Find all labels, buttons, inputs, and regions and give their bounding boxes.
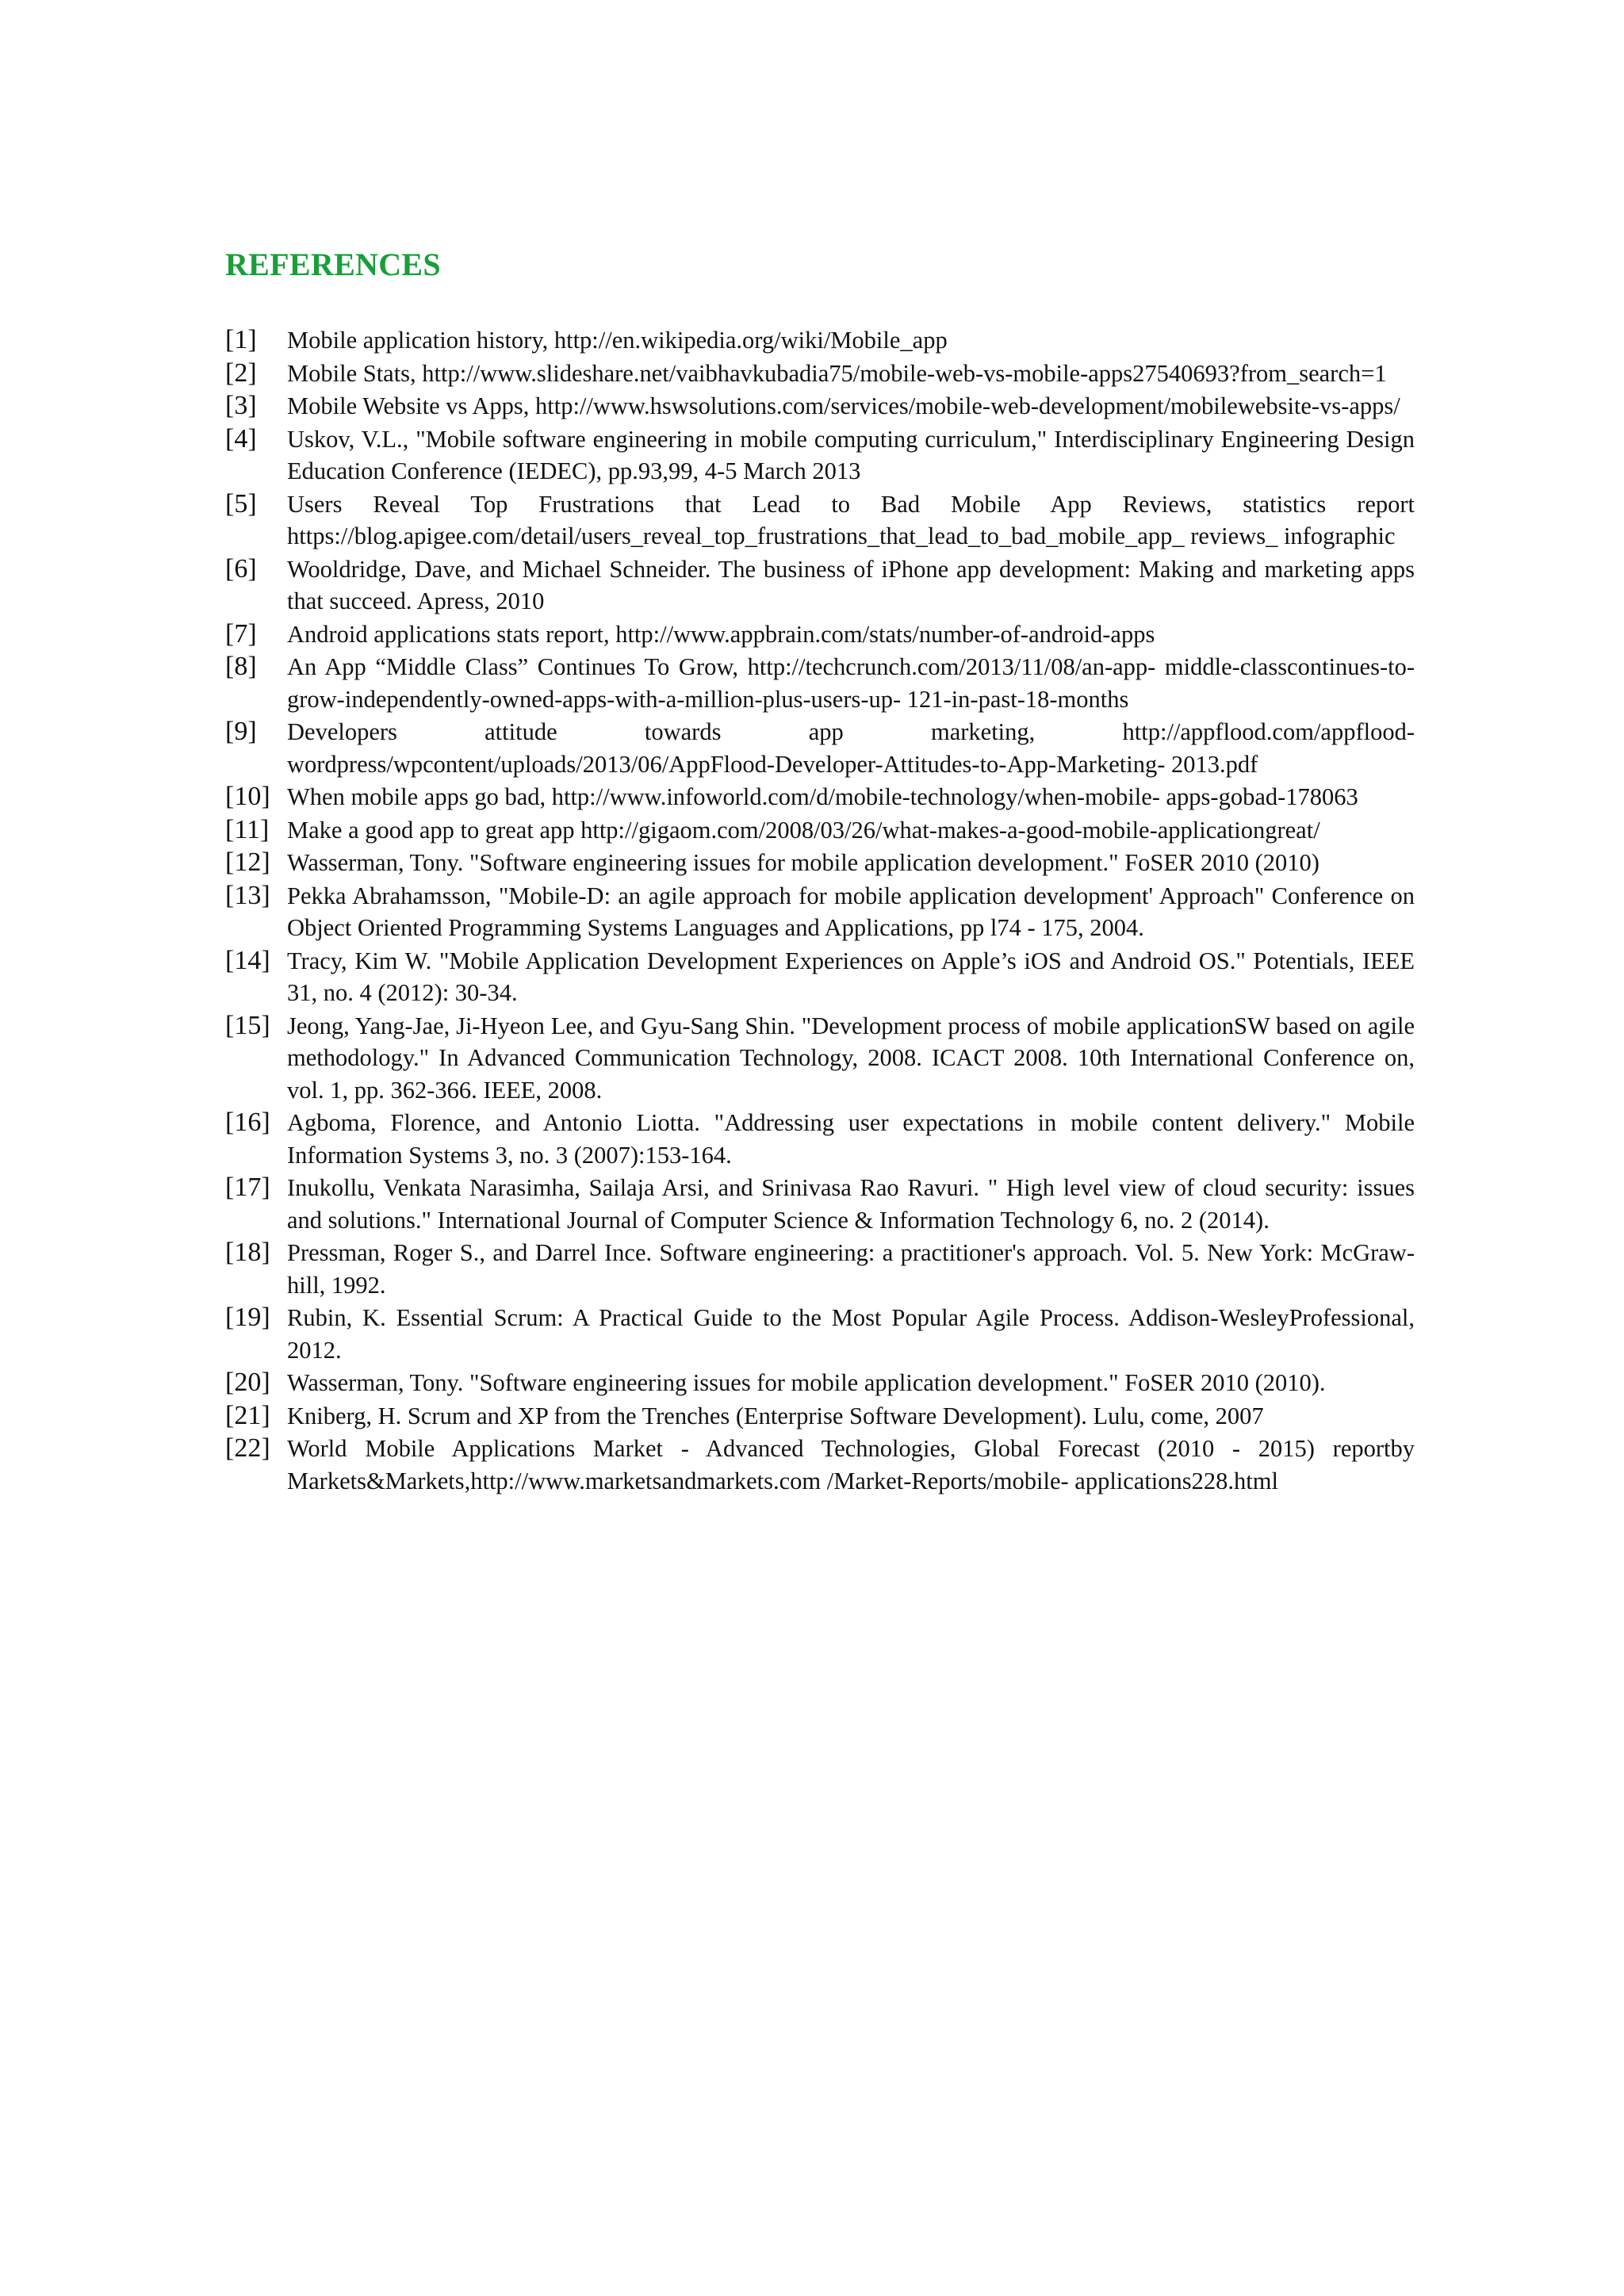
reference-item: [225, 781, 1415, 813]
reference-item: [225, 814, 1415, 847]
reference-item: [225, 488, 1415, 553]
document-page: [225, 246, 1415, 1498]
reference-number: [9]: [225, 717, 257, 746]
reference-text: Mobile Website vs Apps, http://www.hswsolutions.com/services/mobile-web-development/mobilewebsite-vs-apps/: [287, 392, 1400, 419]
reference-number: [17]: [225, 1173, 270, 1202]
reference-item: [225, 847, 1415, 879]
reference-text: When mobile apps go bad, http://www.infoworld.com/d/mobile-technology/when-mobile- apps-gobad-178063: [287, 783, 1358, 810]
reference-text: Wasserman, Tony. "Software engineering issues for mobile application development." FoSER 2010 (2010).: [287, 1369, 1326, 1396]
reference-text: Kniberg, H. Scrum and XP from the Trenches (Enterprise Software Development). Lulu, come, 2007: [287, 1402, 1264, 1429]
reference-item: [225, 1107, 1415, 1171]
reference-text: Tracy, Kim W. "Mobile Application Development Experiences on Apple’s iOS and Android OS." Potentials, IEEE 31, no. 4 (2012): 30-34.: [287, 947, 1415, 1006]
reference-number: [22]: [225, 1433, 270, 1463]
reference-item: [225, 651, 1415, 715]
reference-item: [225, 423, 1415, 488]
reference-number: [20]: [225, 1368, 270, 1397]
reference-number: [7]: [225, 618, 257, 649]
reference-text: Pressman, Roger S., and Darrel Ince. Software engineering: a practitioner's approach. Vol. 5. New York: McGraw-hill, 1992.: [287, 1239, 1415, 1299]
reference-number: [14]: [225, 945, 270, 975]
reference-item: [225, 1367, 1415, 1399]
reference-text: Mobile application history, http://en.wikipedia.org/wiki/Mobile_app: [287, 327, 948, 354]
reference-text: Users Reveal Top Frustrations that Lead to Bad Mobile App Reviews, statistics report https://blog.apigee.com/detail/users_reveal_top_frustrations_that_lead_to_bad_mobile_app_ reviews_ infographic: [287, 490, 1415, 549]
references-heading: REFERENCES: [225, 247, 441, 282]
reference-number: [15]: [225, 1010, 270, 1040]
reference-text: Agboma, Florence, and Antonio Liotta. "Addressing user expectations in mobile content delivery." Mobile Information Systems 3, no. 3 (2007):153-164.: [287, 1109, 1415, 1169]
reference-item: [225, 553, 1415, 618]
reference-number: [8]: [225, 652, 257, 681]
reference-item: [225, 945, 1415, 1009]
reference-item: [225, 1302, 1415, 1366]
reference-item: [225, 1172, 1415, 1236]
reference-number: [19]: [225, 1303, 270, 1332]
reference-text: Inukollu, Venkata Narasimha, Sailaja Arsi, and Srinivasa Rao Ravuri. " High level view of cloud security: issues and solutions." International Journal of Computer Science & Information Technology 6, no. 2 (2014).: [287, 1174, 1415, 1234]
reference-item: [225, 324, 1415, 357]
reference-text: Wooldridge, Dave, and Michael Schneider. The business of iPhone app development: Making and marketing apps that succeed. Apress, 2010: [287, 555, 1415, 614]
reference-item: [225, 880, 1415, 944]
reference-text: Mobile Stats, http://www.slideshare.net/vaibhavkubadia75/mobile-web-vs-mobile-apps27540693?from_search=1: [287, 359, 1387, 387]
reference-number: [2]: [225, 358, 257, 388]
reference-item: [225, 390, 1415, 423]
reference-text: Make a good app to great app http://gigaom.com/2008/03/26/what-makes-a-good-mobile-applicationgreat/: [287, 816, 1320, 844]
reference-number: [11]: [225, 814, 270, 844]
reference-item: [225, 716, 1415, 780]
reference-item: [225, 1433, 1415, 1497]
reference-text: Uskov, V.L., "Mobile software engineering in mobile computing curriculum," Interdisciplinary Engineering Design Education Conference (IEDEC), pp.93,99, 4-5 March 2013: [287, 425, 1415, 484]
reference-item: [225, 1010, 1415, 1107]
reference-item: [225, 358, 1415, 390]
reference-number: [10]: [225, 782, 270, 811]
reference-text: Wasserman, Tony. "Software engineering issues for mobile application development." FoSER 2010 (2010): [287, 849, 1320, 876]
reference-number: [21]: [225, 1400, 270, 1430]
reference-number: [1]: [225, 325, 257, 354]
reference-number: [16]: [225, 1108, 270, 1137]
reference-number: [4]: [225, 423, 257, 453]
reference-text: Android applications stats report, http://www.appbrain.com/stats/number-of-android-apps: [287, 620, 1155, 648]
reference-item: [225, 1237, 1415, 1301]
reference-item: [225, 1400, 1415, 1433]
reference-text: An App “Middle Class” Continues To Grow, http://techcrunch.com/2013/11/08/an-app- middle-classcontinues-to-grow-independently-owned-apps-with-a-million-plus-users-up- 121-in-past-18-months: [287, 653, 1415, 713]
reference-number: [5]: [225, 488, 257, 519]
reference-text: Rubin, K. Essential Scrum: A Practical Guide to the Most Popular Agile Process. Addison-WesleyProfessional, 2012.: [287, 1304, 1415, 1364]
reference-number: [18]: [225, 1238, 270, 1267]
reference-number: [13]: [225, 880, 270, 910]
reference-text: World Mobile Applications Market - Advanced Technologies, Global Forecast (2010 - 2015) reportby Markets&Markets,http://www.marketsandmarkets.com /Market-Reports/mobile- applications228.html: [287, 1435, 1415, 1494]
reference-item: [225, 618, 1415, 651]
reference-number: [3]: [225, 391, 257, 420]
reference-text: Developers attitude towards app marketing, http://appflood.com/appflood-wordpress/wpcontent/uploads/2013/06/AppFlood-Developer-Attitudes-to-App-Marketing- 2013.pdf: [287, 718, 1415, 778]
reference-list: [225, 324, 1415, 1497]
reference-number: [12]: [225, 848, 270, 877]
reference-text: Jeong, Yang-Jae, Ji-Hyeon Lee, and Gyu-Sang Shin. "Development process of mobile applicationSW based on agile methodology." In Advanced Communication Technology, 2008. ICACT 2008. 10th International Conference on, vol. 1, pp. 362-366. IEEE, 2008.: [287, 1012, 1415, 1104]
reference-number: [6]: [225, 553, 257, 584]
reference-text: Pekka Abrahamsson, "Mobile-D: an agile approach for mobile application development' Approach" Conference on Object Oriented Programming Systems Languages and Applications, pp l74 - 175, 2004.: [287, 882, 1415, 941]
